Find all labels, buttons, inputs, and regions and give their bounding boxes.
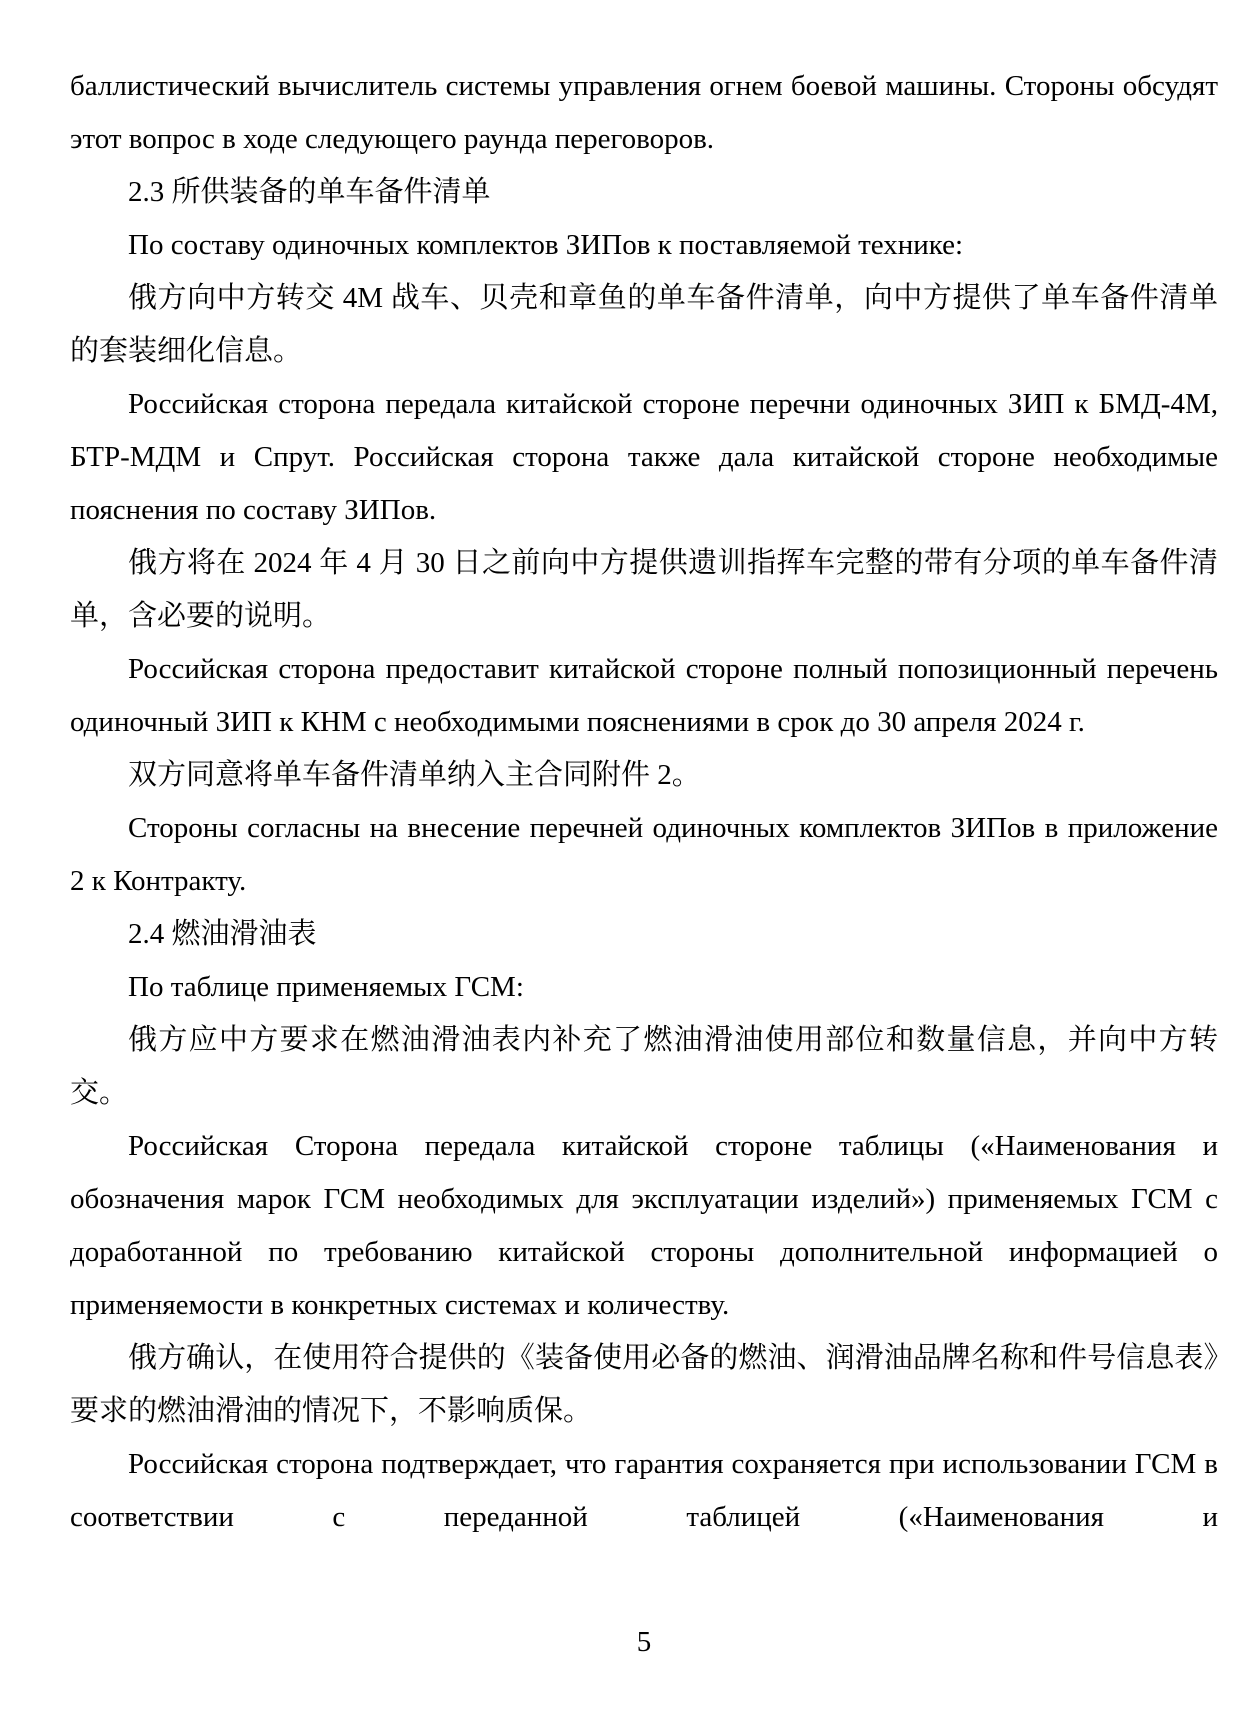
paragraph: 双方同意将单车备件清单纳入主合同附件 2。 [128, 759, 701, 791]
paragraph: По составу одиночных комплектов ЗИПов к поставляемой технике: [128, 229, 964, 261]
paragraph: Российская сторона предоставит китайской стороне полный попозиционный перечень одиночный ЗИП к КНМ с необходимыми пояснениями в срок до 30 апреля 2024 г. [70, 653, 1218, 738]
paragraph: Стороны согласны на внесение перечней одиночных комплектов ЗИПов в приложение 2 к Контракту. [70, 812, 1218, 897]
paragraph: баллистический вычислитель системы управления огнем боевой машины. Стороны обсудят этот вопрос в ходе следующего раунда переговоров. [70, 70, 1218, 155]
page-number: 5 [636, 1626, 652, 1658]
paragraph: Российская сторона подтверждает, что гарантия сохраняется при использовании ГСМ в соответствии с переданной таблицей («Наименования и [70, 1448, 1218, 1533]
paragraph: 俄方将在 2024 年 4 月 30 日之前向中方提供遗训指挥车完整的带有分项的单车备件清单，含必要的说明。 [70, 547, 1218, 632]
paragraph: 俄方确认，在使用符合提供的《装备使用必备的燃油、润滑油品牌名称和件号信息表》要求的燃油滑油的情况下，不影响质保。 [70, 1342, 1218, 1427]
paragraph: Российская сторона передала китайской стороне перечни одиночных ЗИП к БМД-4М, БТР-МДМ и Спрут. Российская сторона также дала китайской стороне необходимые пояснения по составу ЗИПов. [70, 388, 1218, 526]
paragraph: Российская Сторона передала китайской стороне таблицы («Наименования и обозначения марок ГСМ необходимых для эксплуатации изделий») применяемых ГСМ с доработанной по требованию китайской стороны дополнительной информацией о применяемости в конкретных системах и количеству. [70, 1130, 1218, 1321]
page-footer [70, 1622, 1218, 1662]
paragraph: По таблице применяемых ГСМ: [128, 971, 524, 1003]
paragraph: 2.4 燃油滑油表 [128, 918, 317, 950]
document-body [70, 60, 1218, 1544]
paragraph: 俄方向中方转交 4M 战车、贝壳和章鱼的单车备件清单，向中方提供了单车备件清单的套装细化信息。 [70, 282, 1218, 367]
paragraph: 2.3 所供装备的单车备件清单 [128, 176, 491, 208]
paragraph: 俄方应中方要求在燃油滑油表内补充了燃油滑油使用部位和数量信息，并向中方转交。 [70, 1024, 1218, 1109]
